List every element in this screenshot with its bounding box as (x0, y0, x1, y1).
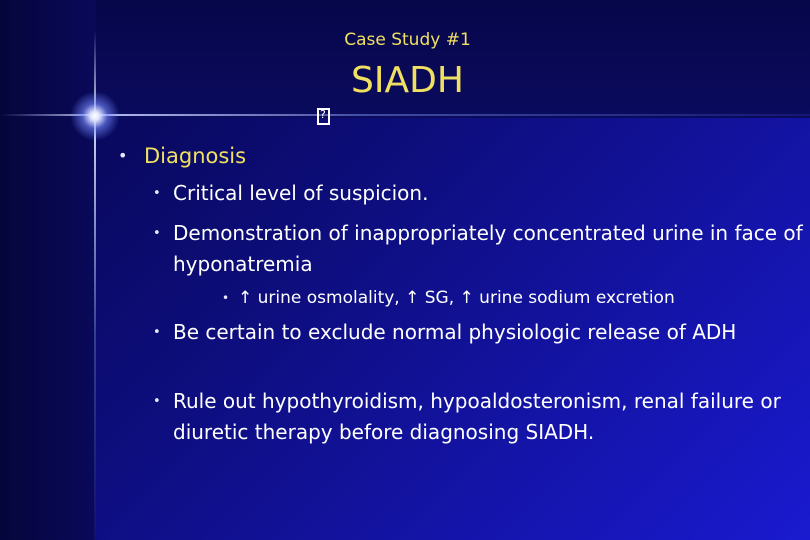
list-item-text: Rule out hypothyroidism, hypoaldosteronism, renal failure or diuretic therapy before diagnosing SIADH. (173, 389, 781, 444)
missing-glyph-icon (317, 108, 330, 125)
horizontal-rule (0, 114, 810, 116)
slide-subtitle: Case Study #1 (344, 30, 471, 50)
list-item-text: Critical level of suspicion. (173, 181, 429, 205)
bullet-icon: • (222, 291, 230, 305)
list-item-text: Be certain to exclude normal physiologic release of ADH (173, 320, 737, 344)
sub-list-item-text: ↑ urine osmolality, ↑ SG, ↑ urine sodium excretion (238, 288, 675, 308)
bullet-icon: • (153, 186, 161, 201)
slide-title: SIADH (351, 60, 464, 101)
heading-text: Diagnosis (144, 144, 247, 168)
bullet-icon: • (153, 325, 161, 340)
list-item-text: Demonstration of inappropriately concentrated urine in face of hyponatremia (173, 221, 803, 276)
bullet-icon: • (153, 394, 161, 409)
bullet-icon: • (118, 146, 128, 165)
bullet-icon: • (153, 226, 161, 241)
